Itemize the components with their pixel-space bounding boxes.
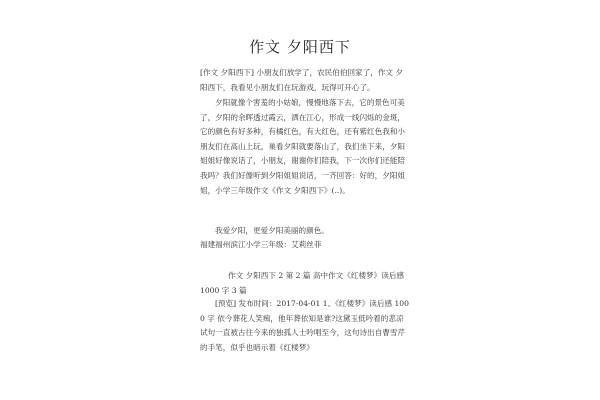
- paragraph-next-article-heading: 作文 夕阳西下 2 第 2 篇 高中作文《红楼梦》读后感 1000 字 3 篇: [200, 271, 405, 295]
- paragraph-preview: [预览] 发布时间：2017-04-01 1、《红楼梦》读后感 1000 字 依今葬花人笑痴，他年葬依知是谁?这黛玉低吟着的悲凉试句一直被古往今来的独孤人士吟唱至今，这句诗出自曹雪芹的手笔，似乎也暗示着《红楼梦》: [200, 299, 409, 352]
- author-signature: 福建福州滨江小学三年级：艾莉丝菲: [200, 240, 322, 249]
- document-title: 作文 夕阳西下: [249, 38, 351, 56]
- paragraph-conclusion: 我爱夕阳，更爱夕阳美丽的颜色。: [215, 226, 329, 235]
- paragraph-intro: [作文 夕阳西下] 小朋友们放学了，农民伯伯回家了，作文 夕阳西下，我看见小朋友们在玩游戏，玩得可开心了。: [200, 68, 404, 92]
- paragraph-sunset-description: 夕阳就像个害羞的小姑娘，慢慢地落下去，它的景色可美了，夕阳的余晖透过霞云，洒在江心，形成一线闪烁的金斑，它的颜色有好多种，有橘红色，有大红色，还有紫红色我和小朋友们在高山上玩，巢看夕阳就要落山了，我们坐下来，夕阳姐姐好像说话了，小朋友，谢谢你们陪我，下一次你们还能陪我吗？我们好像听到夕阳姐姐说话，一齐回答：好的，夕阳姐姐，小学三年级作文《作文 夕阳西下》(..)。: [200, 98, 406, 195]
